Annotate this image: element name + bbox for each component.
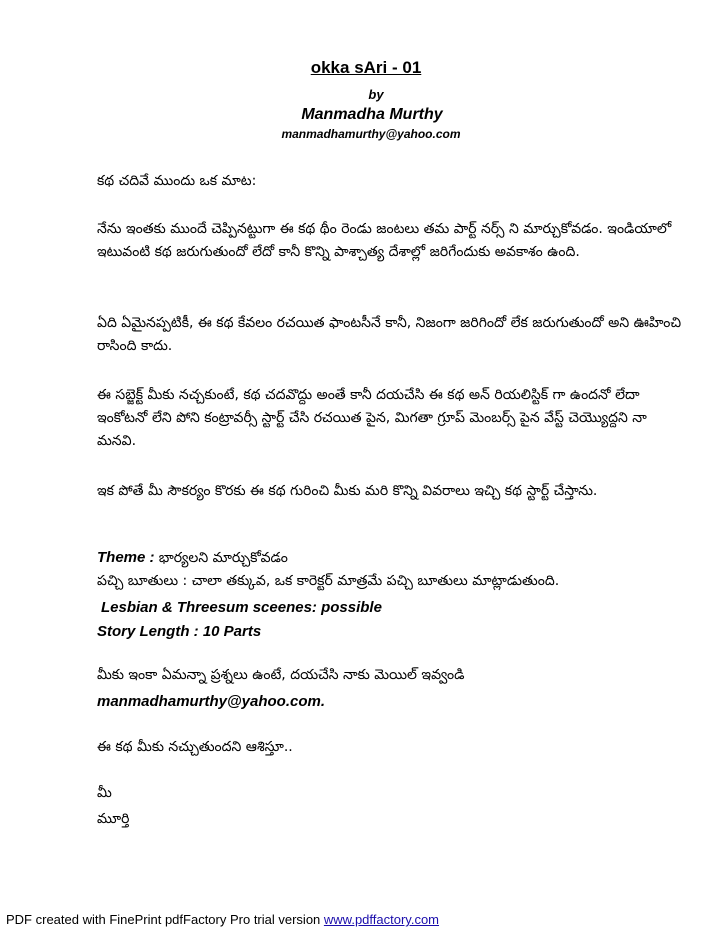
byline: by xyxy=(368,87,384,102)
paragraph-4: ఇక పోతే మీ సౌకర్యం కొరకు ఈ కథ గురించి మీకు మరి కొన్ని వివరాలు ఇచ్చి కథ స్టార్ట్ చేస్తాను. xyxy=(97,483,598,499)
author-email: manmadhamurthy@yahoo.com xyxy=(281,127,461,141)
pdf-footer xyxy=(6,912,439,927)
footer-link[interactable]: www.pdffactory.com xyxy=(323,912,440,927)
footer-text: PDF created with FinePrint pdfFactory Pro trial version xyxy=(6,912,324,927)
theme-label: Theme : xyxy=(97,549,159,566)
document-title: okka sAri - 01 xyxy=(310,58,422,77)
dirty-words-line: పచ్చి బూతులు : చాలా తక్కువ, ఒక కారెక్టర్ మాత్రమే పచ్చి బూతులు మాట్లాడుతుంది. xyxy=(97,573,560,589)
theme-text: భార్యలని మార్చుకోవడం xyxy=(158,550,288,566)
contact-email: manmadhamurthy@yahoo.com. xyxy=(97,693,326,710)
author-name: Manmadha Murthy xyxy=(301,106,443,123)
paragraph-2: ఏది ఏమైనప్పటికీ, ఈ కథ కేవలం రచయిత ఫాంటసీనే కానీ, నిజంగా జరిగిందో లేక జరుగుతుందో అని ఊహించి రాసింది కాదు. xyxy=(97,315,682,354)
paragraph-3: ఈ సబ్జెక్ట్ మీకు నచ్చకుంటే, కథ చదవొద్దు అంతే కానీ దయచేసి ఈ కథ అన్ రియలిస్టిక్ గా ఉందనో లేదా ఇంకోటనో లేని పోని కంట్రావర్సీ స్టార్ట్ చేసి రచయిత పైన, మిగతా గ్రూప్ మెంబర్స్ పైన వేస్ట్ చెయ్యొద్దని నా మనవి. xyxy=(97,387,647,449)
theme-line xyxy=(97,546,689,570)
questions-line: మీకు ఇంకా ఏమన్నా ప్రశ్నలు ఉంటే, దయచేసి నాకు మెయిల్ ఇవ్వండి xyxy=(97,667,465,683)
hope-line: ఈ కథ మీకు నచ్చుతుందని ఆశిస్తూ.. xyxy=(97,739,293,755)
lesbian-line: Lesbian & Threesum sceenes: possible xyxy=(101,599,382,616)
story-length-line: Story Length : 10 Parts xyxy=(97,623,262,640)
signature-line-2: మూర్తి xyxy=(97,811,130,827)
signature-line-1: మీ xyxy=(97,785,112,801)
paragraph-1: నేను ఇంతకు ముందే చెప్పినట్టుగా ఈ కథ థీం రెండు జంటలు తమ పార్ట్ నర్స్ ని మార్చుకోవడం. ఇండియాలో ఇటువంటి కథ జరుగుతుందో లేదో కానీ కొన్ని పాశ్చాత్య దేశాల్లో జరిగేందుకు అవకాశం ఉంది. xyxy=(97,221,672,260)
intro-heading: కథ చదివే ముందు ఒక మాట: xyxy=(97,173,257,189)
